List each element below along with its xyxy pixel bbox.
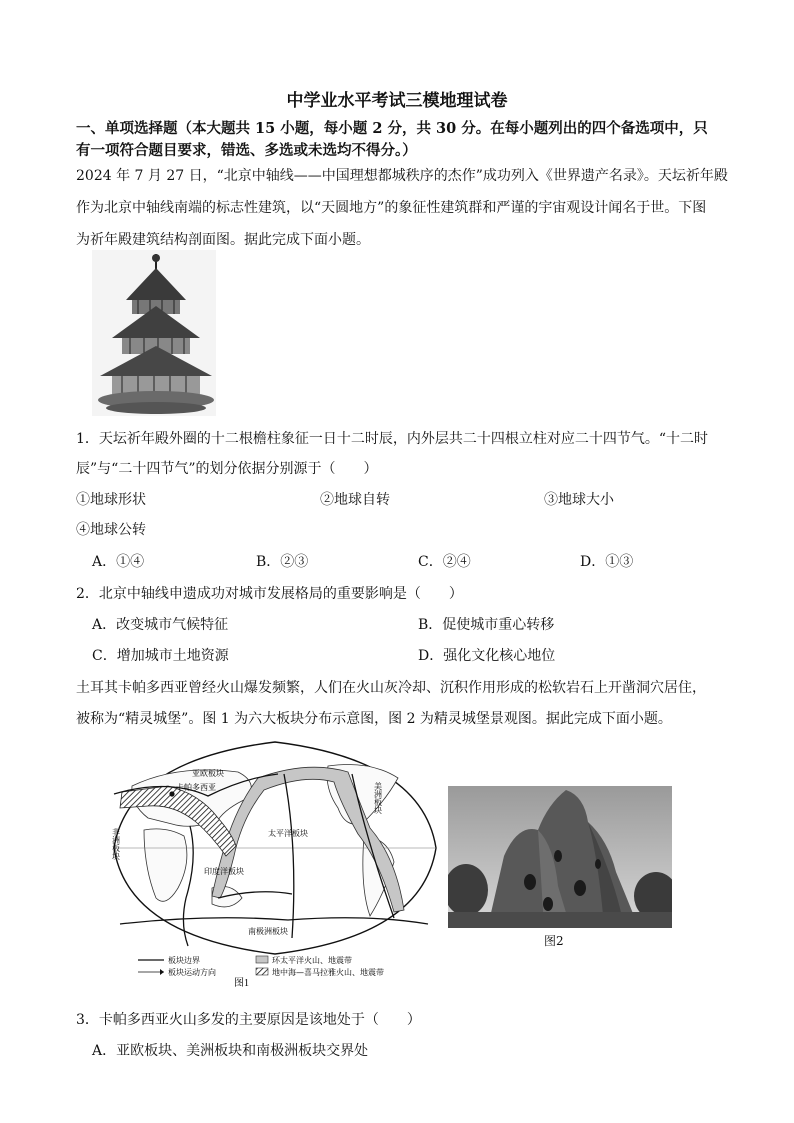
q2-choice-c[interactable]: C．增加城市土地资源 (92, 648, 229, 664)
q1-item-1: ①地球形状 (76, 492, 146, 508)
label-indian-plate: 印度洋板块 (204, 867, 244, 876)
section-heading-line1: 一、单项选择题（本大题共 15 小题，每小题 2 分，共 30 分。在每小题列出的四个备选项中，只 (76, 120, 708, 137)
figure1-caption: 图1 (234, 978, 249, 988)
label-antarctic-plate: 南极洲板块 (248, 927, 288, 936)
q3-choice-a[interactable]: A．亚欧板块、美洲板块和南极洲板块交界处 (92, 1043, 369, 1059)
q1-choice-c[interactable]: C．②④ (418, 554, 471, 570)
label-africa-plate: 非洲板块 (111, 828, 121, 860)
q2-choice-a[interactable]: A．改变城市气候特征 (92, 617, 229, 633)
figure2-caption: 图2 (544, 934, 564, 948)
q1-choice-d[interactable]: D．①③ (580, 554, 634, 570)
page-title: 中学业水平考试三模地理试卷 (286, 91, 508, 111)
passage2-line1: 土耳其卡帕多西亚曾经火山爆发频繁，人们在火山灰冷却、沉积作用形成的松软岩石上开凿洞穴居住， (76, 680, 706, 696)
q1-choice-b[interactable]: B．②③ (256, 554, 309, 570)
fairy-chimneys-photo (448, 786, 672, 928)
plate-map-figure (108, 738, 442, 988)
temple-cross-section-illustration (92, 250, 216, 416)
passage1-line1: 2024 年 7 月 27 日，“北京中轴线——中国理想都城秩序的杰作”成功列入《世界遗产名录》。天坛祈年殿 (76, 168, 728, 184)
q2-choice-d[interactable]: D．强化文化核心地位 (418, 648, 556, 664)
q3-stem: 3．卡帕多西亚火山多发的主要原因是该地处于（ ） (76, 1012, 421, 1028)
q2-choice-b[interactable]: B．促使城市重心转移 (418, 617, 555, 633)
passage2-line2: 被称为“精灵城堡”。图 1 为六大板块分布示意图，图 2 为精灵城堡景观图。据此完成下面小题。 (76, 711, 672, 727)
q1-item-4: ④地球公转 (76, 522, 146, 538)
legend-boundary: 板块边界 (168, 956, 200, 965)
q1-stem-line2: 辰”与“二十四节气”的划分依据分别源于（ ） (76, 461, 378, 477)
label-eurasia-plate: 亚欧板块 (192, 769, 224, 778)
label-cappadocia: 卡帕多西亚 (176, 783, 216, 792)
q1-choice-a[interactable]: A．①④ (92, 554, 145, 570)
q1-stem-line1: 1．天坛祈年殿外圈的十二根檐柱象征一日十二时辰，内外层共二十四根立柱对应二十四节气。“十二时 (76, 431, 709, 447)
passage1-line3: 为祈年殿建筑结构剖面图。据此完成下面小题。 (76, 232, 370, 248)
legend-med-belt: 地中海—喜马拉雅火山、地震带 (272, 968, 384, 977)
legend-pacific-belt: 环太平洋火山、地震带 (272, 956, 352, 965)
q2-stem: 2．北京中轴线申遗成功对城市发展格局的重要影响是（ ） (76, 586, 463, 602)
label-america-plate: 美洲板块 (373, 782, 383, 814)
section-heading (76, 118, 756, 162)
section-heading-line2: 有一项符合题目要求，错选、多选或未选均不得分。） (76, 142, 417, 159)
label-pacific-plate: 太平洋板块 (268, 829, 308, 838)
passage1-line2: 作为北京中轴线南端的标志性建筑，以“天圆地方”的象征性建筑群和严谨的宇宙观设计闻名于世。下图 (76, 200, 707, 216)
legend-motion: 板块运动方向 (168, 968, 216, 977)
q1-item-2: ②地球自转 (320, 492, 390, 508)
q1-item-3: ③地球大小 (544, 492, 614, 508)
